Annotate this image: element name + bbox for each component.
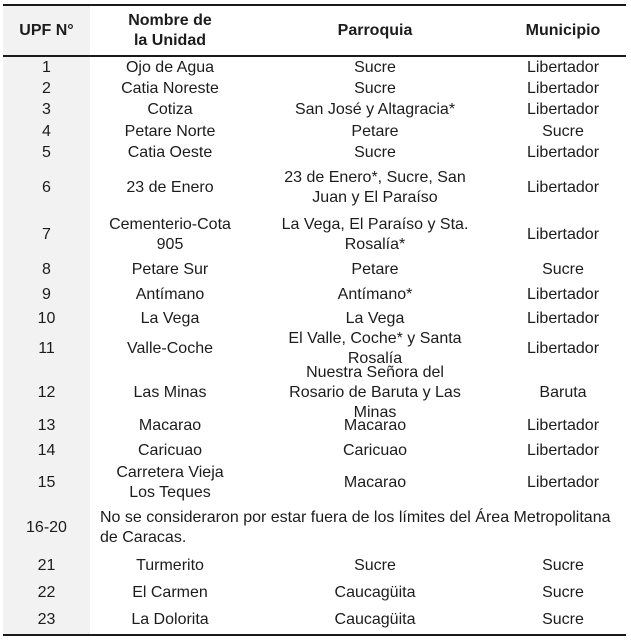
cell-upf: 16-20 bbox=[26, 519, 67, 536]
cell-nombre: Carretera Vieja Los Teques bbox=[116, 464, 224, 501]
cell-nombre: Catia Noreste bbox=[121, 80, 219, 97]
header-municipio: Municipio bbox=[525, 21, 601, 39]
cell-parroquia: Macarao bbox=[343, 417, 407, 434]
cell-nombre: Valle-Coche bbox=[127, 340, 213, 357]
cell-parroquia: Sucre bbox=[354, 144, 396, 161]
cell-nombre: Las Minas bbox=[133, 384, 207, 401]
cell-municipio: Libertador bbox=[526, 226, 600, 243]
cell-upf: 21 bbox=[37, 557, 56, 574]
cell-nombre: La Vega bbox=[140, 310, 200, 327]
cell-municipio: Libertador bbox=[526, 310, 600, 327]
table-row bbox=[3, 364, 626, 421]
cell-nombre: Cementerio-Cota 905 bbox=[109, 216, 231, 253]
table-row bbox=[3, 556, 626, 576]
cell-nombre: Macarao bbox=[138, 417, 202, 434]
cell-parroquia: Petare bbox=[351, 123, 399, 140]
cell-municipio: Sucre bbox=[542, 557, 584, 574]
cell-municipio: Sucre bbox=[542, 584, 584, 601]
table-row bbox=[3, 100, 626, 120]
cell-municipio: Libertador bbox=[526, 442, 600, 459]
cell-upf: 15 bbox=[37, 474, 56, 491]
cell-upf: 6 bbox=[42, 179, 51, 196]
cell-upf: 2 bbox=[42, 80, 51, 97]
cell-upf: 23 bbox=[37, 611, 56, 628]
cell-parroquia: Sucre bbox=[354, 80, 396, 97]
cell-parroquia: La Vega, El Paraíso y Sta. Rosalía* bbox=[281, 216, 469, 253]
table-row bbox=[3, 167, 626, 209]
cell-parroquia: Caricuao bbox=[342, 442, 408, 459]
cell-municipio: Libertador bbox=[526, 80, 600, 97]
cell-nombre: La Dolorita bbox=[131, 611, 209, 628]
cell-municipio: Libertador bbox=[526, 417, 600, 434]
cell-municipio: Libertador bbox=[526, 59, 600, 76]
cell-upf: 9 bbox=[42, 286, 51, 303]
cell-municipio: Libertador bbox=[526, 474, 600, 491]
cell-upf: 10 bbox=[37, 310, 56, 327]
cell-parroquia: Sucre bbox=[354, 59, 396, 76]
table-row bbox=[3, 214, 626, 256]
cell-parroquia: Macarao bbox=[343, 474, 407, 491]
cell-note: No se consideraron por estar fuera de los límites del Área Metropolitana de Caracas. bbox=[100, 509, 611, 546]
cell-nombre: Cotiza bbox=[147, 101, 193, 118]
cell-parroquia: Caucagüita bbox=[334, 584, 416, 601]
cell-parroquia: La Vega bbox=[345, 310, 405, 327]
cell-nombre: Antímano bbox=[135, 286, 205, 303]
table-row bbox=[3, 507, 626, 549]
table-row bbox=[3, 610, 626, 630]
cell-municipio: Libertador bbox=[526, 286, 600, 303]
cell-upf: 3 bbox=[42, 101, 51, 118]
cell-municipio: Baruta bbox=[539, 384, 587, 401]
header-nombre: Nombre de la Unidad bbox=[128, 11, 212, 49]
table-row bbox=[3, 79, 626, 99]
cell-upf: 22 bbox=[37, 584, 56, 601]
cell-parroquia: Nuestra Señora del Rosario de Baruta y Las Minas bbox=[289, 364, 461, 421]
cell-municipio: Sucre bbox=[542, 261, 584, 278]
cell-upf: 4 bbox=[42, 123, 51, 140]
cell-municipio: Libertador bbox=[526, 144, 600, 161]
cell-municipio: Libertador bbox=[526, 179, 600, 196]
cell-parroquia: 23 de Enero*, Sucre, San Juan y El Paraíso bbox=[284, 169, 466, 206]
cell-nombre: El Carmen bbox=[132, 584, 208, 601]
cell-parroquia: Caucagüita bbox=[334, 611, 416, 628]
cell-upf: 8 bbox=[42, 261, 51, 278]
table-row bbox=[3, 143, 626, 163]
cell-municipio: Libertador bbox=[526, 101, 600, 118]
cell-upf: 13 bbox=[37, 417, 56, 434]
table-row bbox=[3, 441, 626, 461]
cell-nombre: Turmerito bbox=[136, 557, 204, 574]
cell-municipio: Sucre bbox=[542, 123, 584, 140]
cell-nombre: Petare Norte bbox=[124, 123, 216, 140]
cell-upf: 1 bbox=[42, 59, 51, 76]
table-row bbox=[3, 260, 626, 280]
table-row bbox=[3, 58, 626, 78]
cell-upf: 12 bbox=[37, 384, 56, 401]
header-parroquia: Parroquia bbox=[337, 21, 413, 39]
bottom-rule bbox=[3, 634, 626, 636]
header-upf: UPF N° bbox=[19, 21, 74, 39]
cell-parroquia: Antímano* bbox=[337, 286, 413, 303]
cell-nombre: Catia Oeste bbox=[127, 144, 213, 161]
table-row bbox=[3, 285, 626, 305]
cell-parroquia: San José y Altagracia* bbox=[294, 101, 456, 118]
cell-nombre: Caricuao bbox=[137, 442, 203, 459]
cell-municipio: Libertador bbox=[526, 340, 600, 357]
table-row bbox=[3, 416, 626, 436]
cell-upf: 7 bbox=[42, 226, 51, 243]
cell-nombre: Petare Sur bbox=[131, 261, 209, 278]
cell-municipio: Sucre bbox=[542, 611, 584, 628]
cell-parroquia: El Valle, Coche* y Santa Rosalía bbox=[288, 330, 462, 367]
table-row bbox=[3, 583, 626, 603]
table-row bbox=[3, 309, 626, 329]
cell-upf: 14 bbox=[37, 442, 56, 459]
cell-parroquia: Sucre bbox=[354, 557, 396, 574]
cell-upf: 5 bbox=[42, 144, 51, 161]
cell-parroquia: Petare bbox=[351, 261, 399, 278]
table-row bbox=[3, 122, 626, 142]
cell-upf: 11 bbox=[38, 340, 55, 357]
cell-nombre: 23 de Enero bbox=[126, 179, 214, 196]
table-row bbox=[3, 462, 626, 504]
cell-nombre: Ojo de Agua bbox=[125, 59, 215, 76]
